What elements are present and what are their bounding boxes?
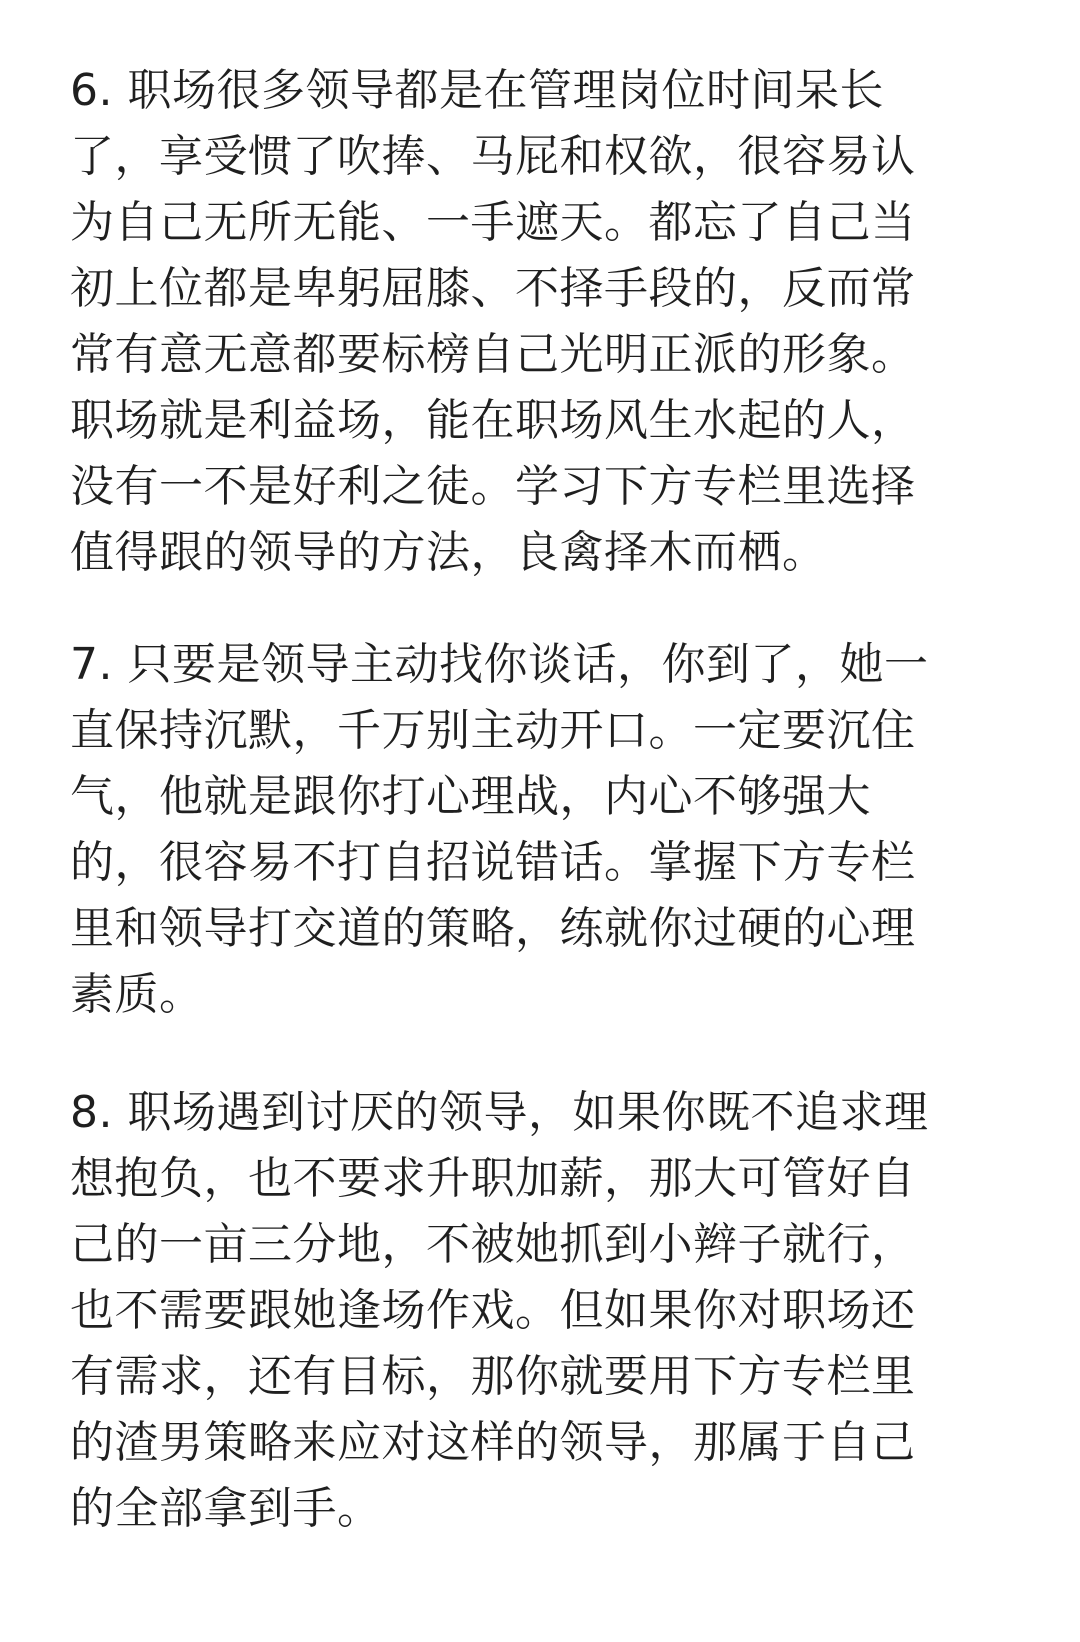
text-line: 有需求，还有目标，那你就要用下方专栏里 [70, 1351, 916, 1402]
text-line: 气，他就是跟你打心理战，内心不够强大 [70, 771, 871, 822]
text-line: 的渣男策略来应对这样的领导，那属于自己 [70, 1417, 916, 1468]
text-line: 8. 职场遇到讨厌的领导，如果你既不追求理 [70, 1087, 929, 1138]
text-line: 的全部拿到手。 [70, 1483, 382, 1534]
text-line: 也不需要跟她逢场作戏。但如果你对职场还 [70, 1285, 916, 1336]
text-line: 了，享受惯了吹捧、马屁和权欲，很容易认 [70, 131, 916, 182]
text-line: 职场就是利益场，能在职场风生水起的人， [70, 395, 916, 446]
text-line: 7. 只要是领导主动找你谈话，你到了，她一 [70, 639, 929, 690]
text-line: 值得跟的领导的方法，良禽择木而栖。 [70, 527, 827, 578]
paragraph-8 [70, 1080, 1010, 1542]
text-line: 想抱负，也不要求升职加薪，那大可管好自 [70, 1153, 916, 1204]
text-line: 素质。 [70, 969, 204, 1020]
paragraph-7 [70, 632, 1010, 1028]
text-line: 为自己无所无能、一手遮天。都忘了自己当 [70, 197, 916, 248]
text-line: 常有意无意都要标榜自己光明正派的形象。 [70, 329, 916, 380]
paragraph-6 [70, 58, 1010, 586]
text-line: 直保持沉默，千万别主动开口。一定要沉住 [70, 705, 916, 756]
text-line: 初上位都是卑躬屈膝、不择手段的，反而常 [70, 263, 916, 314]
text-line: 没有一不是好利之徒。学习下方专栏里选择 [70, 461, 916, 512]
text-line: 的，很容易不打自招说错话。掌握下方专栏 [70, 837, 916, 888]
text-line: 己的一亩三分地，不被她抓到小辫子就行， [70, 1219, 916, 1270]
text-line: 6. 职场很多领导都是在管理岗位时间呆长 [70, 65, 884, 116]
text-line: 里和领导打交道的策略，练就你过硬的心理 [70, 903, 916, 954]
